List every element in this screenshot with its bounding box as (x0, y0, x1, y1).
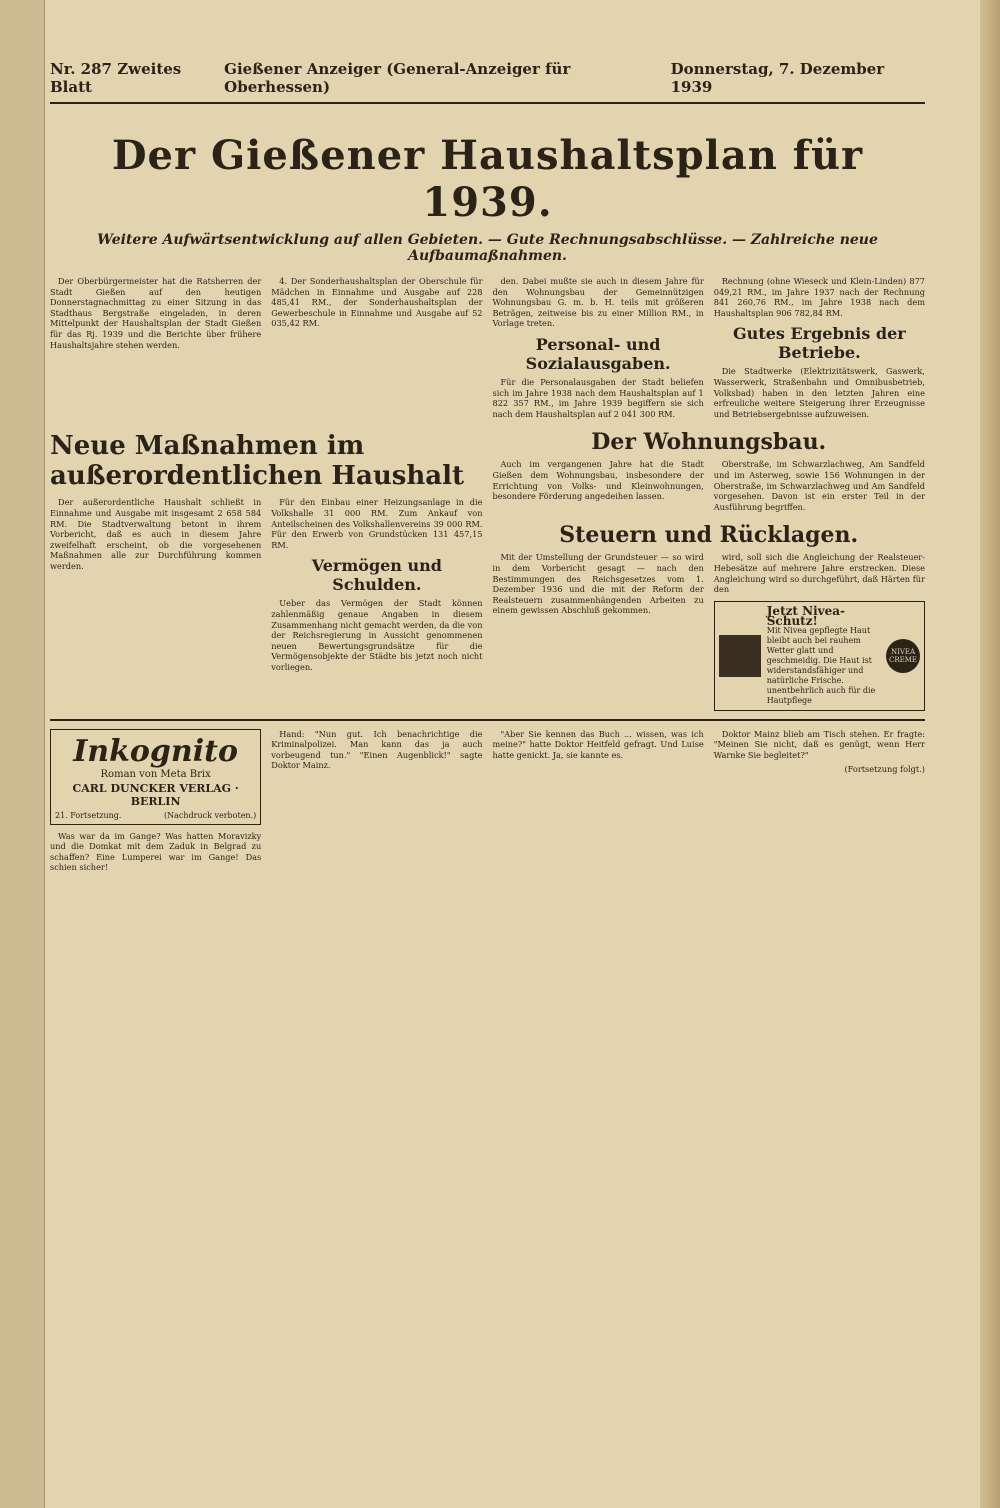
article-text: Ueber das Vermögen der Stadt können zahlenmäßig genaue Angaben in diesem Zusammenhang nicht gemacht werden, da die von der Reichsregierung in Aussicht genommenen neuen Bewertungsgrundsätze für die Vermögensobjekte der Städte bis jetzt noch nicht vorliegen. (271, 598, 483, 672)
ad-text: Mit Nivea gepflegte Haut bleibt auch bei rauhem Wetter glatt und geschmeidig. Die Haut ist widerstandsfähiger und natürliche Frische. (766, 625, 872, 685)
ad-slogan: unentbehrlich auch für die Hautpflege (766, 685, 876, 705)
masthead (50, 60, 925, 104)
article-text: wird, soll sich die Angleichung der Realsteuer-Hebesätze auf mehrere Jahre erstrecken. Diese Angleichung wird so durchgeführt, daß Härten für den (713, 552, 925, 595)
column (493, 552, 704, 710)
section-divider (50, 719, 925, 721)
column (271, 497, 482, 676)
novel-text: Was war da im Gange? Was hatten Moravizky und die Domkat mit dem Zaduk in Belgrad zu schaffen? Eine Lumperei war im Gange! Das schien sicher! (50, 830, 262, 873)
nivea-logo: NIVEA CREME (886, 639, 920, 673)
novel-column-4 (714, 729, 925, 877)
article-text: Oberstraße, im Schwarzlachweg, Am Sandfeld und im Asterweg, sowie 156 Wohnungen in der Oberstraße, im Schwarzlachweg und Am Sandfeld vorgesehen. Davon ist ein erster Teil in der Ausführung begriffen. (713, 459, 925, 512)
novel-title: Inkognito (73, 733, 238, 769)
section-heading: Gutes Ergebnis der Betriebe. (733, 324, 906, 363)
reprint-notice: (Nachdruck verboten.) (163, 810, 257, 820)
article-text: den. Dabei mußte sie auch in diesem Jahre für den Wohnungsbau der Gemeinnützigen Wohnungsbau G. m. b. H. teils mit größeren Beträgen, zeitweise bis zu einer Million RM., in Vorlage treten. (492, 276, 704, 329)
novel-column-1 (50, 729, 261, 877)
paper-name: Gießener Anzeiger (General-Anzeiger für Oberhessen) (224, 60, 571, 96)
article-text: Der außerordentliche Haushalt schließt in Einnahme und Ausgabe mit insgesamt 2 658 584 RM. Die Stadtverwaltung betont in ihrem Vorbericht, daß es auch in diesem Jahre zweifelhaft erscheint, ob die vorgesehenen Maßnahmen alle zur Durchführung kommen werden. (50, 497, 262, 571)
novel-author: Roman von Meta Brix (100, 768, 211, 780)
column (493, 459, 704, 516)
column-2 (271, 276, 482, 423)
novel-text: Hand: "Nun gut. Ich benachrichtige die Kriminalpolizei. Man kann das ja auch vorbeugend tun." "Einen Augenblick!" sagte Doktor Mainz. (271, 728, 483, 771)
article-columns (50, 276, 925, 711)
novel-notes (55, 811, 256, 820)
novel-publisher: CARL DUNCKER VERLAG · BERLIN (72, 781, 239, 808)
section-heading: Neue Maßnahmen im außerordentlichen Haushalt (50, 431, 464, 492)
wohn-block (493, 423, 926, 710)
novel-column-2 (271, 729, 482, 877)
page-content (50, 60, 925, 877)
wohn-columns (493, 459, 926, 516)
article-text: Für die Personalausgaben der Stadt beliefen sich im Jahre 1938 nach dem Haushaltsplan auf 1 822 357 RM., im Jahre 1939 begiffern sie sich nach dem Haushaltsplan auf 2 041 300 RM. (492, 376, 704, 419)
article-text: Die Stadtwerke (Elektrizitätswerk, Gaswerk, Wasserwerk, Straßenbahn und Omnibusbetrieb, Volksbad) haben in den letzten Jahren eine erfreuliche weitere Steigerung ihrer Erzeugnisse und Betriebsergebnisse aufzuweisen. (713, 366, 925, 419)
novel-text: "Aber Sie kennen das Buch ... wissen, was ich meine?" hatte Doktor Heitfeld gefragt. Und Luise hatte genickt. Ja, sie kannte es. (492, 728, 704, 760)
issue-number: Nr. 287 Zweites Blatt (50, 60, 182, 96)
article-text: 4. Der Sonderhaushaltsplan der Oberschule für Mädchen in Einnahme und Ausgabe auf 228 485,41 RM., der Sonderhaushaltsplan der Gewerbeschule in Einnahme und Ausgabe auf 52 035,42 RM. (271, 276, 483, 329)
novel-text: Doktor Mainz blieb am Tisch stehen. Er fragte: "Meinen Sie nicht, daß es genügt, wenn Herr Warnke Sie begleitet?" (713, 728, 925, 760)
column (714, 552, 925, 710)
article-text: Der Oberbürgermeister hat die Ratsherren der Stadt Gießen auf den heutigen Donnerstagnachmittag zu einer Sitzung in das Stadthaus Bergstraße eingeladen, in deren Mittelpunkt der Haushaltsplan der Stadt Gießen für das Rj. 1939 und die Berichte über frühere Haushaltsjahre stehen werden. (50, 276, 262, 350)
ad-title: Jetzt Nivea-Schutz! (766, 603, 846, 628)
ad-illustration (719, 635, 761, 677)
novel-column-3 (493, 729, 704, 877)
neue-block (50, 423, 483, 710)
serial-novel (50, 729, 925, 877)
section-heading: Steuern und Rücklagen. (559, 522, 859, 549)
ad-text-block (766, 603, 880, 706)
section-heading: Vermögen und Schulden. (311, 556, 442, 595)
nivea-advertisement (714, 601, 925, 711)
article-text: Auch im vergangenen Jahre hat die Stadt Gießen dem Wohnungsbau, insbesondere der Errichtung von Volks- und Kleinwohnungen, besondere Förderung angedeihen lassen. (492, 459, 704, 502)
column (50, 497, 261, 676)
column-1 (50, 276, 261, 423)
article-text: Für den Einbau einer Heizungsanlage in die Volkshalle 31 000 RM. Zum Ankauf von Anteilscheinen des Volkshallenvereins 39 000 RM. Für den Erwerb von Grundstücken 131 457,15 RM. (271, 497, 483, 550)
neue-columns (50, 497, 483, 676)
installment-number: 21. Fortsetzung. (55, 810, 122, 820)
section-heading: Der Wohnungsbau. (591, 429, 827, 456)
page-edge (980, 0, 1000, 1508)
binding-spine (0, 0, 45, 1508)
sub-headline: Weitere Aufwärtsentwicklung auf allen Gebieten. — Gute Rechnungsabschlüsse. — Zahlreiche neue Aufbaumaßnahmen. (97, 232, 878, 264)
main-headline: Der Gießener Haushaltsplan für 1939. (111, 132, 864, 226)
article-text: Rechnung (ohne Wieseck und Klein-Linden) 877 049,21 RM., im Jahre 1937 nach der Rechnung 841 260,76 RM., im Jahre 1938 nach dem Haushaltsplan 906 782,84 RM. (713, 276, 925, 318)
issue-date: Donnerstag, 7. Dezember 1939 (670, 60, 885, 96)
column-3 (493, 276, 704, 423)
column-4 (714, 276, 925, 423)
article-text: Mit der Umstellung der Grundsteuer — so wird in dem Vorbericht gesagt — nach den Bestimmungen des Reichsgesetzes vom 1. Dezember 1936 und die mit der Reform der Realsteuern zusammenhängenden Arbeiten zu einem gewissen Abschluß gekommen. (492, 552, 704, 616)
column (714, 459, 925, 516)
continuation-note: (Fortsetzung folgt.) (844, 764, 925, 775)
steuern-columns (493, 552, 926, 710)
novel-header (50, 729, 261, 825)
section-heading: Personal- und Sozialausgaben. (525, 334, 671, 373)
